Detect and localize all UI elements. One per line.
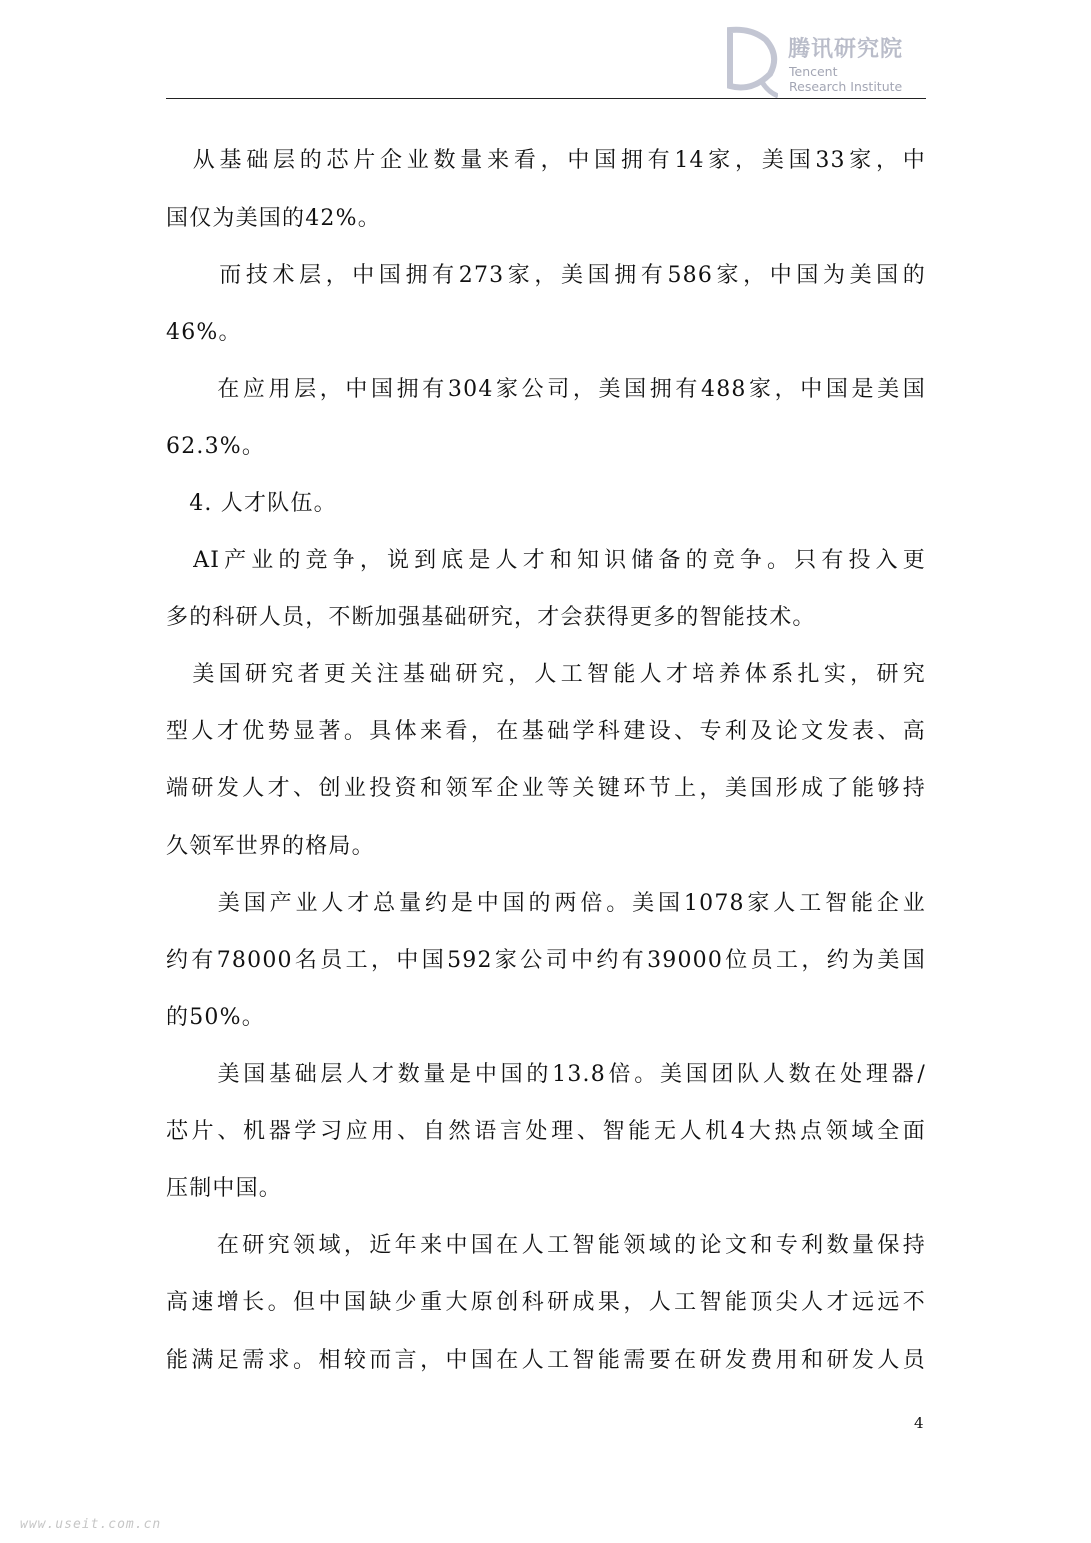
header-logo <box>722 26 932 98</box>
text-line: 国仅为美国的42%。 <box>166 206 381 231</box>
text-line: 46%。 <box>166 320 242 345</box>
text-line: 多的科研人员，不断加强基础研究，才会获得更多的智能技术。 <box>166 605 816 630</box>
text-line: 芯片、机器学习应用、自然语言处理、智能无人机4大热点领域全面 <box>166 1119 926 1144</box>
text-line: 约有78000名员工，中国592家公司中约有39000位员工，约为美国 <box>166 948 926 973</box>
text-line: 从基础层的芯片企业数量来看，中国拥有14家，美国33家，中 <box>166 148 926 173</box>
tencent-logo-icon <box>722 26 778 98</box>
logo-english-line-2: Research Institute <box>789 79 903 94</box>
text-line: 在研究领域，近年来中国在人工智能领域的论文和专利数量保持 <box>166 1233 926 1258</box>
text-line: 压制中国。 <box>166 1176 283 1201</box>
header-divider <box>166 98 926 99</box>
section-heading: 4. 人才队伍。 <box>166 491 337 516</box>
watermark: www.useit.com.cn <box>20 1517 162 1532</box>
text-line: 美国研究者更关注基础研究，人工智能人才培养体系扎实，研究 <box>166 662 926 687</box>
text-line: 62.3%。 <box>166 434 266 459</box>
logo-english-name <box>789 64 902 94</box>
page-number: 4 <box>914 1414 924 1432</box>
text-line: 久领军世界的格局。 <box>166 834 375 859</box>
text-line: 高速增长。但中国缺少重大原创科研成果，人工智能顶尖人才远远不 <box>166 1290 926 1315</box>
text-line: 的50%。 <box>166 1005 265 1030</box>
logo-chinese-name: 腾讯研究院 <box>788 37 904 62</box>
text-line: 而技术层，中国拥有273家，美国拥有586家，中国为美国的 <box>166 263 926 288</box>
text-line: 在应用层，中国拥有304家公司，美国拥有488家，中国是美国 <box>166 377 926 402</box>
text-line: 美国产业人才总量约是中国的两倍。美国1078家人工智能企业 <box>166 891 926 916</box>
logo-english-line-1: Tencent <box>789 64 838 79</box>
text-line: 能满足需求。相较而言，中国在人工智能需要在研发费用和研发人员 <box>166 1348 926 1373</box>
text-line: AI产业的竞争，说到底是人才和知识储备的竞争。只有投入更 <box>166 548 926 573</box>
text-line: 型人才优势显著。具体来看，在基础学科建设、专利及论文发表、高 <box>166 719 926 744</box>
text-line: 美国基础层人才数量是中国的13.8倍。美国团队人数在处理器/ <box>166 1062 926 1087</box>
text-line: 端研发人才、创业投资和领军企业等关键环节上，美国形成了能够持 <box>166 776 926 801</box>
